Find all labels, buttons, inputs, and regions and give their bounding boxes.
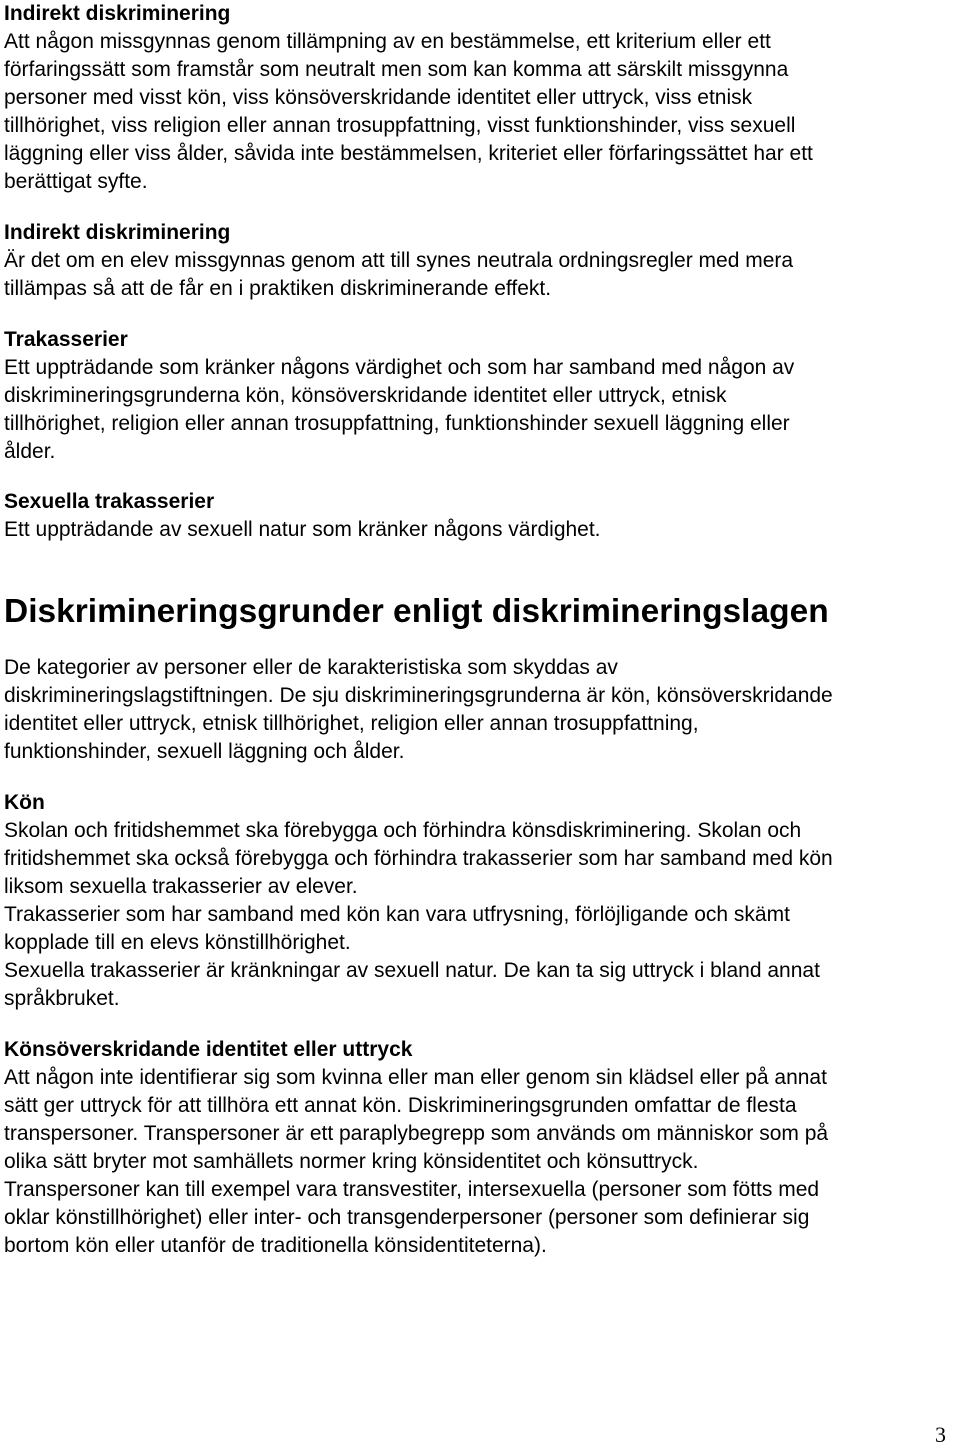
paragraph-line: transpersoner. Transpersoner är ett paraplybegrepp som används om människor som på (4, 1122, 829, 1145)
paragraph-line: Ett uppträdande som kränker någons värdighet och som har samband med någon av (4, 356, 795, 379)
intro-paragraph (4, 654, 958, 766)
section-trakasserier (4, 326, 958, 466)
section-heading: Sexuella trakasserier (4, 490, 215, 513)
paragraph-line: identitet eller uttryck, etnisk tillhörighet, religion eller annan trosuppfattning, (4, 712, 699, 735)
paragraph-line: Att någon missgynnas genom tillämpning av en bestämmelse, ett kriterium eller ett (4, 30, 771, 53)
page-title: Diskrimineringsgrunder enligt diskrimineringslagen (4, 593, 829, 630)
paragraph-line: De kategorier av personer eller de karakteristiska som skyddas av (4, 656, 618, 679)
paragraph-line: personer med visst kön, viss könsöverskridande identitet eller uttryck, viss etnisk (4, 86, 753, 109)
paragraph-line: liksom sexuella trakasserier av elever. (4, 875, 358, 898)
spacer (4, 544, 958, 592)
paragraph-line: Transpersoner kan till exempel vara transvestiter, intersexuella (personer som fötts med (4, 1178, 820, 1201)
paragraph-line: funktionshinder, sexuell läggning och ålder. (4, 740, 405, 763)
paragraph-line: Sexuella trakasserier är kränkningar av sexuell natur. De kan ta sig uttryck i bland annat (4, 959, 820, 982)
spacer (4, 303, 958, 326)
spacer (4, 632, 958, 654)
paragraph-line: Skolan och fritidshemmet ska förebygga och förhindra könsdiskriminering. Skolan och (4, 819, 802, 842)
page-number: 3 (935, 1422, 946, 1447)
paragraph-line: tillämpas så att de får en i praktiken diskriminerande effekt. (4, 277, 552, 300)
section-heading: Indirekt diskriminering (4, 221, 231, 244)
paragraph-line: språkbruket. (4, 987, 120, 1010)
section-indirekt-diskriminering-1 (4, 0, 958, 196)
section-konsoverskridande-identitet (4, 1036, 958, 1260)
spacer (4, 196, 958, 219)
paragraph-line: diskrimineringslagstiftningen. De sju diskrimineringsgrunderna är kön, könsöverskridande (4, 684, 833, 707)
paragraph-line: fritidshemmet ska också förebygga och förhindra trakasserier som har samband med kön (4, 847, 833, 870)
paragraph-line: Är det om en elev missgynnas genom att till synes neutrala ordningsregler med mera (4, 249, 794, 272)
document-page (4, 0, 958, 1260)
paragraph-line: ålder. (4, 440, 56, 463)
paragraph-line: olika sätt bryter mot samhällets normer kring könsidentitet och könsuttryck. (4, 1150, 699, 1173)
paragraph-line: kopplade till en elevs könstillhörighet. (4, 931, 351, 954)
section-heading: Indirekt diskriminering (4, 2, 231, 25)
section-heading: Kön (4, 791, 45, 814)
section-kon (4, 789, 958, 1013)
section-heading: Trakasserier (4, 328, 128, 351)
paragraph-line: Trakasserier som har samband med kön kan vara utfrysning, förlöjligande och skämt (4, 903, 790, 926)
spacer (4, 1013, 958, 1036)
paragraph-line: Ett uppträdande av sexuell natur som kränker någons värdighet. (4, 518, 601, 541)
paragraph-line: oklar könstillhörighet) eller inter- och transgenderpersoner (personer som definierar sig (4, 1206, 810, 1229)
section-sexuella-trakasserier (4, 488, 958, 544)
paragraph-line: diskrimineringsgrunderna kön, könsöverskridande identitet eller uttryck, etnisk (4, 384, 727, 407)
paragraph-line: Att någon inte identifierar sig som kvinna eller man eller genom sin klädsel eller på annat (4, 1066, 827, 1089)
paragraph-line: berättigat syfte. (4, 170, 148, 193)
spacer (4, 766, 958, 789)
spacer (4, 466, 958, 488)
paragraph-line: tillhörighet, viss religion eller annan trosuppfattning, visst funktionshinder, viss sexuell (4, 114, 796, 137)
paragraph-line: läggning eller viss ålder, såvida inte bestämmelsen, kriteriet eller förfaringssättet har ett (4, 142, 813, 165)
paragraph-line: sätt ger uttryck för att tillhöra ett annat kön. Diskrimineringsgrunden omfattar de flesta (4, 1094, 797, 1117)
paragraph-line: tillhörighet, religion eller annan trosuppfattning, funktionshinder sexuell läggning eller (4, 412, 790, 435)
section-indirekt-diskriminering-2 (4, 219, 958, 303)
paragraph-line: bortom kön eller utanför de traditionella könsidentiteterna). (4, 1234, 547, 1257)
section-heading: Könsöverskridande identitet eller uttryck (4, 1038, 413, 1061)
paragraph-line: förfaringssätt som framstår som neutralt men som kan komma att särskilt missgynna (4, 58, 789, 81)
